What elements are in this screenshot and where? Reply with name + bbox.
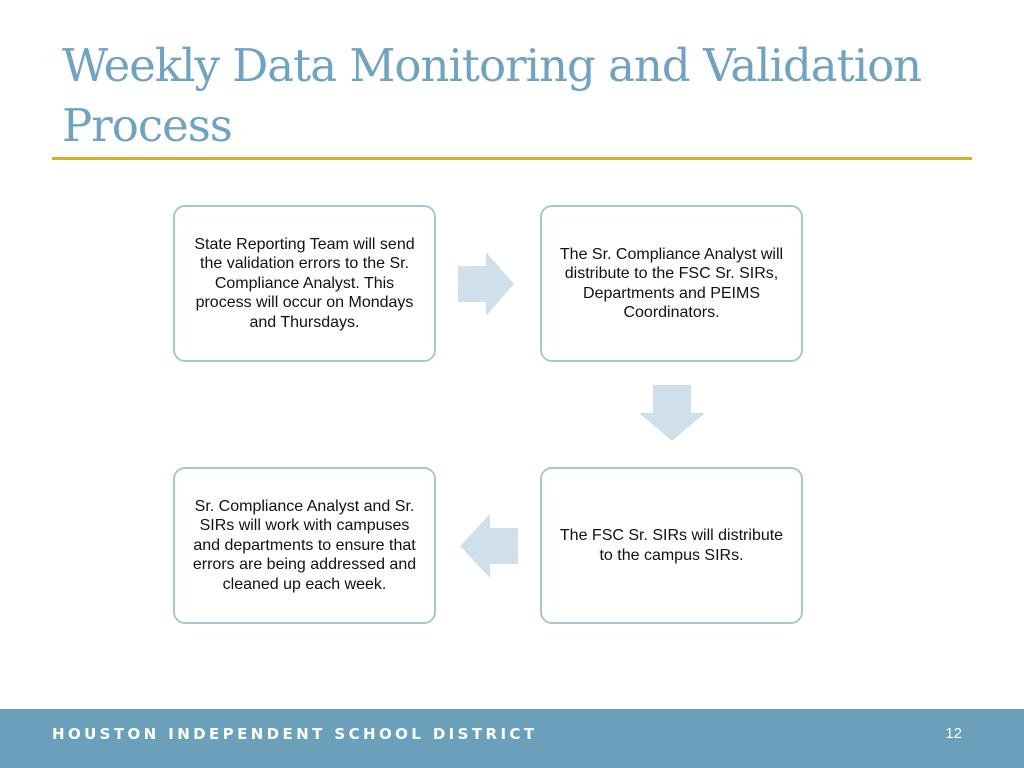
page-number: 12 (945, 725, 962, 742)
organization-name: HOUSTON INDEPENDENT SCHOOL DISTRICT (52, 725, 538, 743)
arrow-left-icon (460, 514, 518, 578)
slide-title: Weekly Data Monitoring and Validation Process (62, 39, 922, 152)
process-step-3 (540, 467, 803, 624)
arrow-right-icon (458, 252, 514, 316)
title-divider (52, 157, 972, 160)
footer-bar (0, 709, 1024, 768)
process-step-3-text: The FSC Sr. SIRs will distribute to the campus SIRs. (559, 527, 784, 564)
arrow-down-icon (639, 385, 705, 441)
process-step-2-text: The Sr. Compliance Analyst will distribute to the FSC Sr. SIRs, Departments and PEIMS Coordinators. (559, 245, 784, 321)
process-step-4-text: Sr. Compliance Analyst and Sr. SIRs will work with campuses and departments to ensure that errors are being addressed and cleaned up each week. (192, 497, 417, 593)
process-step-1 (173, 205, 436, 362)
process-step-2 (540, 205, 803, 362)
process-step-1-text: State Reporting Team will send the validation errors to the Sr. Compliance Analyst. This process will occur on Mondays and Thursdays. (194, 235, 415, 331)
process-step-4 (173, 467, 436, 624)
